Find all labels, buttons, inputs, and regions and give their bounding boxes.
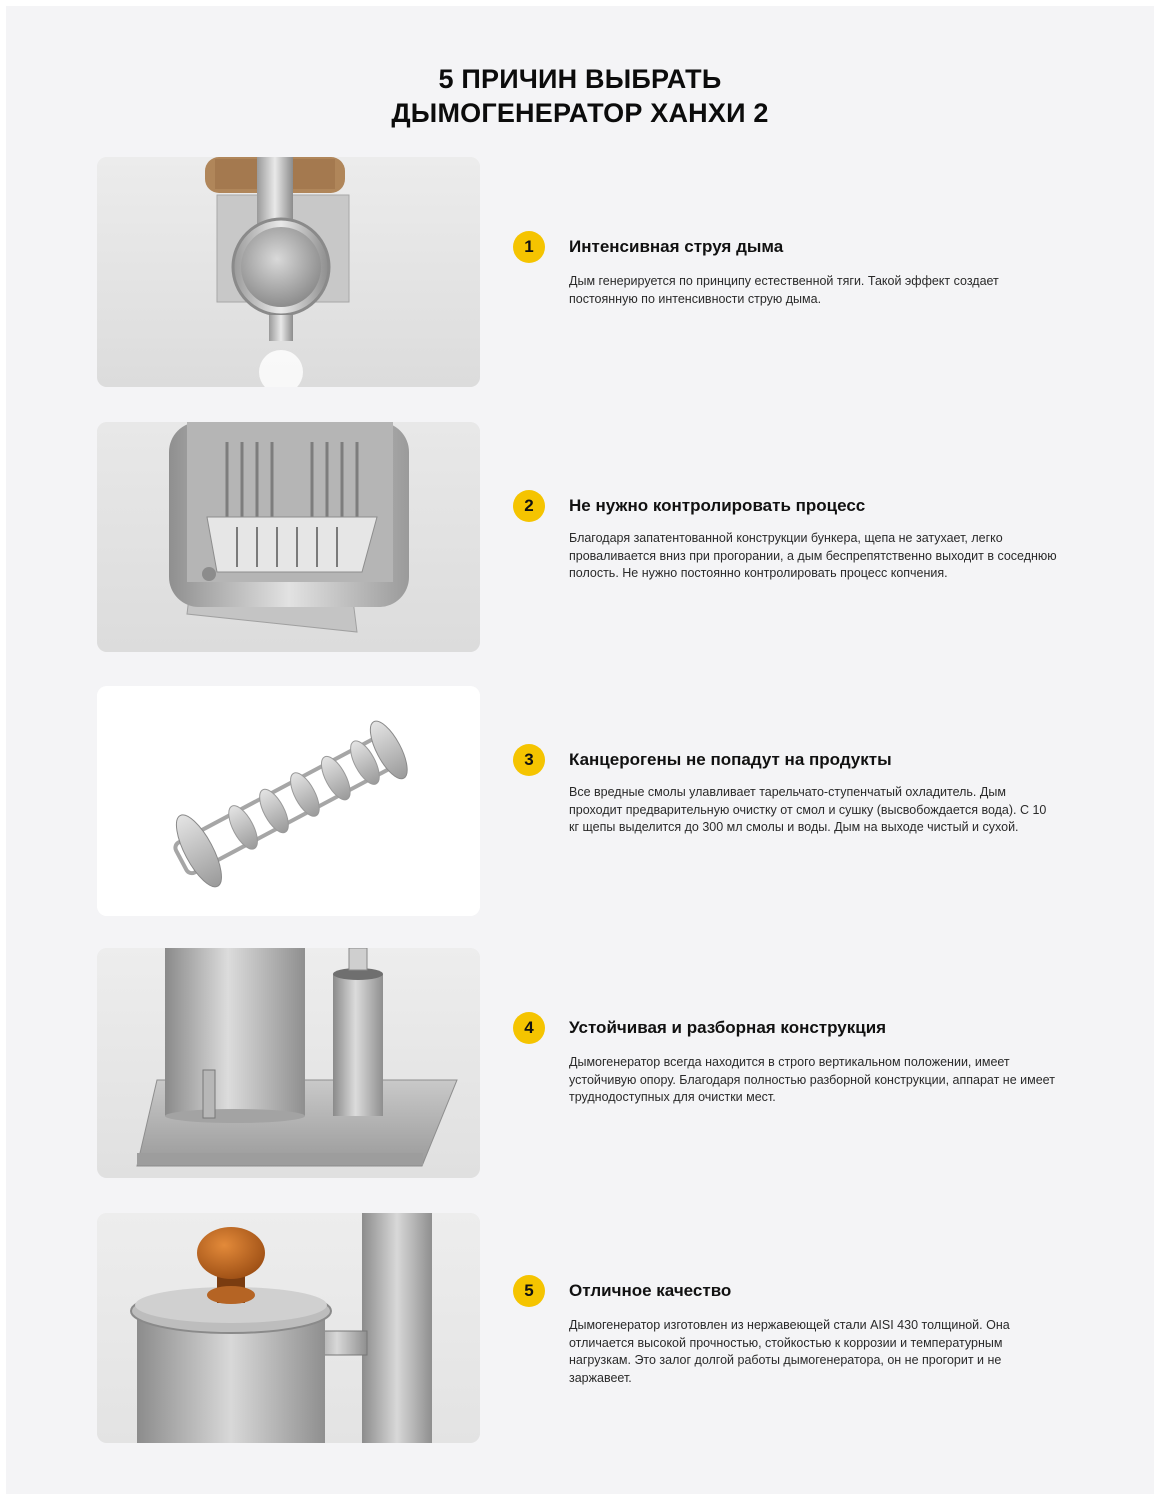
page-title-line-1: 5 ПРИЧИН ВЫБРАТЬ <box>438 64 722 94</box>
page-title-line-2: ДЫМОГЕНЕРАТОР ХАНХИ 2 <box>391 98 769 128</box>
reason-4-text: Дымогенератор всегда находится в строго вертикальном положении, имеет устойчивую опору. Благодаря полностью разборной конструкции, аппарат не имеет труднодоступных для очистки мест. <box>569 1055 1055 1104</box>
reason-3-text: Все вредные смолы улавливает тарельчато-ступенчатый охладитель. Дым проходит предварительную очистку от смол и сушку (высвобождается вода). С 10 кг щепы выделится до 300 мл смолы и воды. Дым на выходе чистый и сухой. <box>569 785 1047 834</box>
reason-1-text: Дым генерируется по принципу естественной тяги. Такой эффект создает постоянную по интенсивности струю дыма. <box>569 274 999 306</box>
reason-4 <box>97 948 1057 1178</box>
page-title <box>6 62 1154 130</box>
reason-3-title: Канцерогены не попадут на продукты <box>569 750 892 769</box>
hopper-inside-photo <box>97 422 480 652</box>
reason-1-number-badge: 1 <box>513 231 545 263</box>
reason-1-photo <box>97 157 480 387</box>
smoke-generator-base-photo <box>97 948 480 1178</box>
reason-5-text: Дымогенератор изготовлен из нержавеющей стали AISI 430 толщиной. Она отличается высокой прочностью, стойкостью к коррозии и температурным нагрузкам. Это залог долгой работы дымогенератора, он не прогорит и не заржавеет. <box>569 1318 1010 1385</box>
reason-3-number-badge: 3 <box>513 744 545 776</box>
reason-5-number-badge: 5 <box>513 1275 545 1307</box>
reason-4-photo <box>97 948 480 1178</box>
reason-2-text: Благодаря запатентованной конструкции бункера, щепа не затухает, легко проваливается вниз при прогорании, а дым беспрепятственно выходит в соседнюю полость. Не нужно постоянно контролировать процесс копчения. <box>569 531 1057 580</box>
steel-body-with-knob-photo <box>97 1213 480 1443</box>
reason-5 <box>97 1213 1057 1443</box>
reason-2-number-badge: 2 <box>513 490 545 522</box>
tar-cooler-photo <box>97 686 480 916</box>
reason-1-title: Интенсивная струя дыма <box>569 237 784 256</box>
reason-3 <box>97 686 1057 916</box>
reason-2 <box>97 422 1057 652</box>
smoke-outlet-photo <box>97 157 480 387</box>
reason-4-number-badge: 4 <box>513 1012 545 1044</box>
reason-1 <box>97 157 1057 387</box>
reason-5-title: Отличное качество <box>569 1281 732 1300</box>
reason-2-photo <box>97 422 480 652</box>
page-background <box>6 6 1154 1494</box>
reason-2-title: Не нужно контролировать процесс <box>569 496 866 515</box>
reason-5-photo <box>97 1213 480 1443</box>
reason-3-photo <box>97 686 480 916</box>
reason-4-title: Устойчивая и разборная конструкция <box>569 1018 887 1037</box>
